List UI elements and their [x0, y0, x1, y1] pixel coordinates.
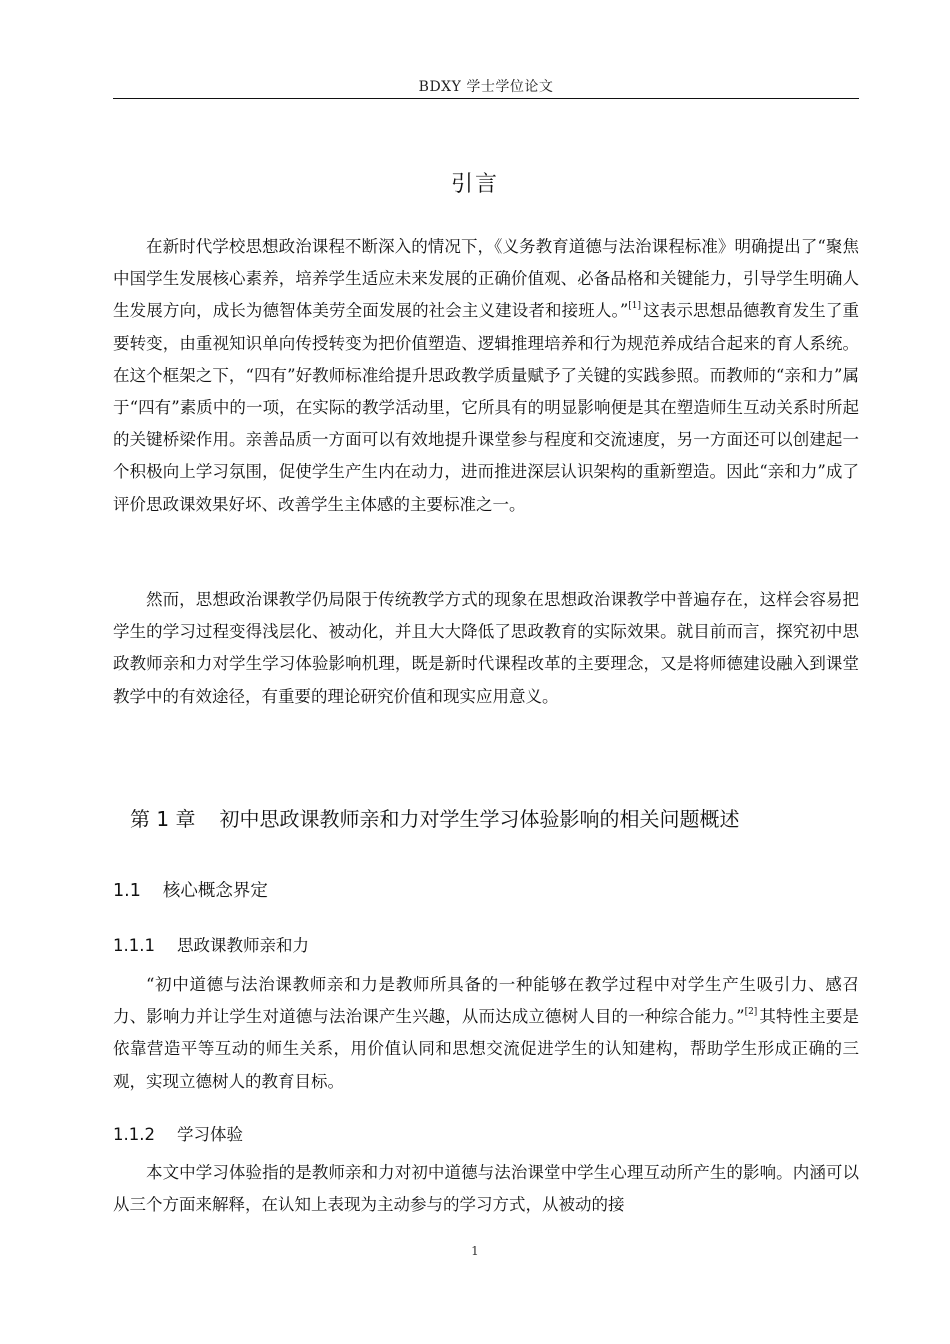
subsection-1-1-1-text-b: 其特性主要是依靠营造平等互动的师生关系，用价值认同和思想交流促进学生的认知建构，帮助学生形成正确的三观，实现立德树人的教育目标。: [113, 1007, 860, 1091]
page-number: 1: [471, 1244, 479, 1258]
subsection-1-1-1-text-a: “初中道德与法治课教师亲和力是教师所具备的一种能够在教学过程中对学生产生吸引力、感召力、影响力并让学生对道德与法治课产生兴趣，从而达成立德树人目的一种综合能力。”: [113, 975, 859, 1027]
page-title: 引言: [450, 172, 499, 197]
intro-paragraph-2: 然而，思想政治课教学仍局限于传统教学方式的现象在思想政治课教学中普遍存在，这样会容易把学生的学习过程变得浅层化、被动化，并且大大降低了思政教育的实际效果。就目前而言，探究初中思政教师亲和力对学生学习体验影响机理，既是新时代课程改革的主要理念，又是将师德建设融入到课堂教学中的有效途径，有重要的理论研究价值和现实应用意义。: [113, 590, 859, 706]
citation-ref-1: [1]: [628, 301, 642, 312]
running-header: BDXY 学士学位论文: [418, 79, 554, 95]
subsection-heading-1-1-1: [113, 932, 309, 956]
subsection-title: 学习体验: [176, 1125, 243, 1144]
intro-paragraph-1-text-b: 这表示思想品德教育发生了重要转变，由重视知识单向传授转变为把价值塑造、逻辑推理培养和行为规范养成结合起来的育人系统。在这个框架之下，“四有”好教师标准给提升思政教学质量赋予了关键的实践参照。而教师的“亲和力”属于“四有”素质中的一项，在实际的教学活动里，它所具有的明显影响便是其在塑造师生互动关系时所起的关键桥梁作用。亲善品质一方面可以有效地提升课堂参与程度和交流速度，另一方面还可以创建起一个积极向上学习氛围，促使学生产生内在动力，进而推进深层认识架构的重新塑造。因此“亲和力”成了评价思政课效果好坏、改善学生主体感的主要标准之一。: [113, 301, 860, 514]
citation-ref-2: [2]: [744, 1007, 758, 1018]
subsection-number: 1.1.2: [113, 1125, 155, 1144]
section-title: 核心概念界定: [162, 881, 268, 901]
subsection-1-1-1-paragraph: [113, 969, 859, 1098]
subsection-1-1-2-paragraph: 本文中学习体验指的是教师亲和力对初中道德与法治课堂中学生心理互动所产生的影响。内涵可以从三个方面来解释，在认知上表现为主动参与的学习方式，从被动的接: [113, 1163, 859, 1215]
chapter-number: 第 1 章: [130, 807, 196, 831]
intro-paragraph-1: [113, 231, 859, 521]
intro-paragraph-1-text-a: 在新时代学校思想政治课程不断深入的情况下，《义务教育道德与法治课程标准》明确提出了“聚焦中国学生发展核心素养，培养学生适应未来发展的正确价值观、必备品格和关键能力，引导学生明确人生发展方向，成长为德智体美劳全面发展的社会主义建设者和接班人。”: [113, 237, 859, 321]
chapter-title: 初中思政课教师亲和力对学生学习体验影响的相关问题概述: [219, 807, 740, 831]
header-rule: [113, 98, 859, 99]
subsection-number: 1.1.1: [113, 936, 155, 955]
section-number: 1.1: [113, 881, 141, 901]
subsection-title: 思政课教师亲和力: [176, 936, 309, 955]
chapter-heading: [130, 803, 739, 832]
section-heading-1-1: [113, 877, 268, 902]
subsection-heading-1-1-2: [113, 1121, 243, 1145]
